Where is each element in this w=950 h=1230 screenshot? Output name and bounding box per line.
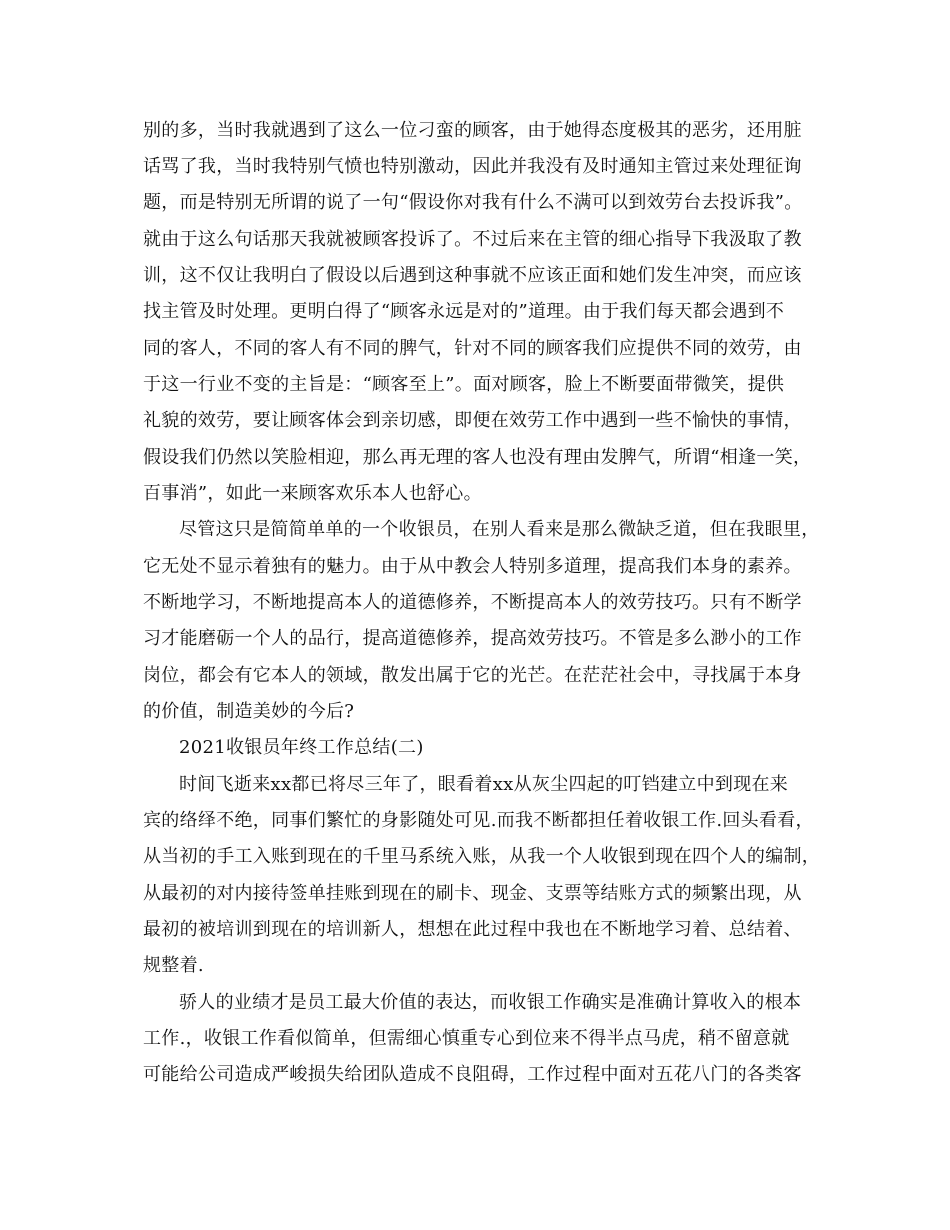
paragraph-start: 骄人的业绩才是员工最大价值的表达，而收银工作确实是准确计算收入的根本 bbox=[179, 992, 802, 1013]
text-line: 于这一行业不变的主旨是：“顾客至上”。面对顾客，脸上不断要面带微笑，提供 bbox=[143, 374, 785, 395]
text-line: 宾的络绎不绝，同事们繁忙的身影随处可见.而我不断都担任着收银工作.回头看看， bbox=[143, 810, 814, 831]
text-line: 不断地学习，不断地提高本人的道德修养，不断提高本人的效劳技巧。只有不断学 bbox=[143, 592, 802, 613]
text-line: 的价值，制造美妙的今后? bbox=[143, 701, 355, 722]
text-line: 从最初的对内接待签单挂账到现在的刷卡、现金、支票等结账方式的频繁出现，从 bbox=[143, 883, 802, 904]
text-line: 找主管及时处理。更明白得了“顾客永远是对的”道理。由于我们每天都会遇到不 bbox=[143, 301, 785, 322]
text-line: 工作.，收银工作看似简单，但需细心慎重专心到位来不得半点马虎，稍不留意就 bbox=[143, 1028, 790, 1049]
text-line: 同的客人，不同的客人有不同的脾气，针对不同的顾客我们应提供不同的效劳，由 bbox=[143, 338, 802, 359]
text-line: 训，这不仅让我明白了假设以后遇到这种事就不应该正面和她们发生冲突，而应该 bbox=[143, 265, 802, 286]
text-line: 可能给公司造成严峻损失给团队造成不良阻碍，工作过程中面对五花八门的各类客 bbox=[143, 1064, 802, 1085]
text-line: 话骂了我，当时我特别气愤也特别激动，因此并我没有及时通知主管过来处理征询 bbox=[143, 156, 802, 177]
text-line: 别的多，当时我就遇到了这么一位刁蛮的顾客，由于她得态度极其的恶劣，还用脏 bbox=[143, 120, 802, 141]
paragraph-start: 尽管这只是简简单单的一个收银员，在别人看来是那么微缺乏道，但在我眼里， bbox=[179, 519, 820, 540]
text-line: 习才能磨砺一个人的品行，提高道德修养，提高效劳技巧。不管是多么渺小的工作 bbox=[143, 628, 802, 649]
text-line: 岗位，都会有它本人的领域，散发出属于它的光芒。在茫茫社会中，寻找属于本身 bbox=[143, 665, 802, 686]
text-line: 百事消”，如此一来顾客欢乐本人也舒心。 bbox=[143, 483, 482, 504]
text-line: 就由于这么句话那天我就被顾客投诉了。不过后来在主管的细心指导下我汲取了教 bbox=[143, 229, 802, 250]
paragraph-start: 时间飞逝来xx都已将尽三年了，眼看着xx从灰尘四起的叮铛建立中到现在来 bbox=[179, 774, 789, 795]
text-line: 假设我们仍然以笑脸相迎，那么再无理的客人也没有理由发脾气，所谓“相逢一笑， bbox=[143, 447, 812, 468]
section-heading: 2021收银员年终工作总结(二) bbox=[179, 737, 424, 758]
text-line: 从当初的手工入账到现在的千里马系统入账，从我一个人收银到现在四个人的编制， bbox=[143, 846, 821, 867]
text-line: 它无处不显示着独有的魅力。由于从中教会人特别多道理，提高我们本身的素养。 bbox=[143, 556, 802, 577]
text-line: 最初的被培训到现在的培训新人，想想在此过程中我也在不断地学习着、总结着、 bbox=[143, 919, 802, 940]
text-line: 规整着. bbox=[143, 955, 204, 976]
text-line: 题，而是特别无所谓的说了一句“假设你对我有什么不满可以到效劳台去投诉我”。 bbox=[143, 192, 803, 213]
text-line: 礼貌的效劳，要让顾客体会到亲切感，即便在效劳工作中遇到一些不愉快的事情， bbox=[143, 410, 802, 431]
